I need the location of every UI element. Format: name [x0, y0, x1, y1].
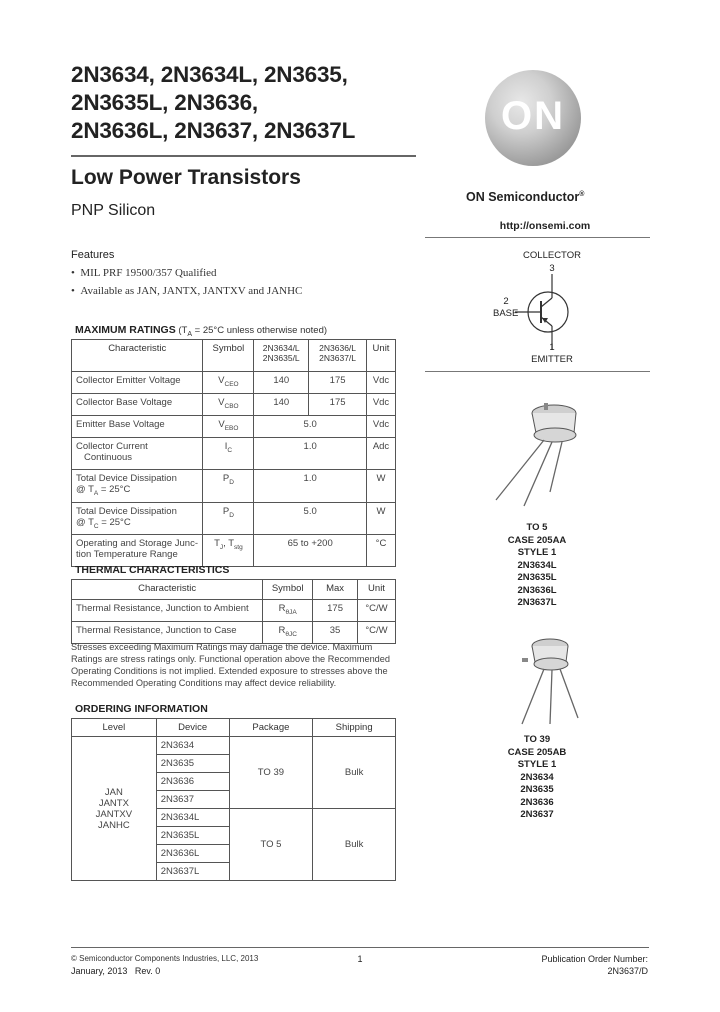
- cell-value: 175: [309, 393, 367, 415]
- website-link[interactable]: http://onsemi.com: [499, 220, 591, 232]
- col-symbol: Symbol: [203, 340, 254, 372]
- cell-value: 65 to +200: [254, 535, 367, 567]
- cell-value: 140: [254, 372, 309, 394]
- col-level: Level: [72, 719, 157, 737]
- footer-page-number: 1: [357, 954, 363, 964]
- cell-shipping: Bulk: [313, 737, 396, 809]
- cell-value: 1.0: [254, 469, 367, 502]
- cell-char: Total Device Dissipation @ $T_C = 25^\circ C$: [72, 502, 203, 535]
- collector-label: COLLECTOR: [523, 250, 581, 261]
- col-shipping: Shipping: [313, 719, 396, 737]
- part-title-line-3: 2N3636L, 2N3637, 2N3637L: [71, 118, 356, 143]
- features-item: • Available as JAN, JANTX, JANTXV and JANHC: [71, 285, 303, 297]
- cell-package: TO 5: [229, 809, 313, 881]
- table-row: [72, 469, 396, 502]
- cell-symbol: $I_C$: [203, 437, 254, 469]
- cell-value: 1.0: [254, 437, 367, 469]
- table-header-row: [72, 340, 396, 372]
- footer-date: January, 2013 Rev. 0: [71, 966, 161, 976]
- emitter-pin: 1: [549, 342, 555, 353]
- cell-device: 2N3637L: [156, 863, 229, 881]
- to5-package-image: [488, 388, 598, 508]
- on-logo-text: ON: [501, 94, 565, 138]
- table-row: [72, 737, 396, 755]
- col-max: Max: [313, 580, 358, 600]
- col-unit: Unit: [367, 340, 396, 372]
- cell-symbol: $V_{EBO}$: [203, 415, 254, 437]
- table-header-row: [72, 719, 396, 737]
- ordering-heading: ORDERING INFORMATION: [75, 703, 208, 715]
- product-title: Low Power Transistors: [71, 166, 301, 189]
- cell-device: 2N3635: [156, 755, 229, 773]
- col-2n3636: 2N3636/L 2N3637/L: [309, 340, 367, 372]
- features-list: [71, 267, 302, 303]
- col-characteristic: Characteristic: [72, 580, 263, 600]
- cell-symbol: $R_{\theta JC}$: [263, 621, 313, 643]
- cell-char: Emitter Base Voltage: [72, 415, 203, 437]
- features-heading: Features: [71, 249, 115, 261]
- base-label: BASE: [493, 308, 519, 319]
- to39-package-label: TO 39 CASE 205AB STYLE 1 2N3634 2N3635 2N3636 2N3637: [507, 734, 567, 820]
- cell-device: 2N3634L: [156, 809, 229, 827]
- cell-device: 2N3636: [156, 773, 229, 791]
- stress-note: Stresses exceeding Maximum Ratings may damage the device. Maximum Ratings are stress ratings only. Functional operation above the Recommended Operating Conditions is not implied. Extended exposure to stresses above the Recommended Operating Conditions may affect device reliability.: [71, 642, 391, 688]
- footer-copyright: © Semiconductor Components Industries, LLC, 2013: [71, 954, 259, 963]
- title-divider: [71, 155, 416, 157]
- table-row: [72, 600, 396, 622]
- emitter-label: EMITTER: [531, 354, 573, 365]
- cell-unit: Adc: [367, 437, 396, 469]
- cell-package: TO 39: [229, 737, 313, 809]
- thermal-heading: THERMAL CHARACTERISTICS: [75, 564, 230, 576]
- col-characteristic: Characteristic: [72, 340, 203, 372]
- table-header-row: [72, 580, 396, 600]
- cell-unit: °C/W: [358, 621, 396, 643]
- table-row: [72, 415, 396, 437]
- cell-device: 2N3636L: [156, 845, 229, 863]
- collector-pin: 3: [549, 263, 555, 274]
- cell-device: 2N3635L: [156, 827, 229, 845]
- cell-value: 175: [313, 600, 358, 622]
- table-row: [72, 437, 396, 469]
- cell-unit: °C/W: [358, 600, 396, 622]
- part-title-line-1: 2N3634, 2N3634L, 2N3635,: [71, 62, 348, 87]
- cell-char: Collector Base Voltage: [72, 393, 203, 415]
- cell-char: Operating and Storage Junc- tion Temperature Range: [72, 535, 203, 567]
- cell-shipping: Bulk: [313, 809, 396, 881]
- col-device: Device: [156, 719, 229, 737]
- footer-divider: [71, 947, 649, 948]
- cell-value: 175: [309, 372, 367, 394]
- col-2n3634: 2N3634/L 2N3635/L: [254, 340, 309, 372]
- cell-unit: Vdc: [367, 372, 396, 394]
- cell-unit: Vdc: [367, 393, 396, 415]
- base-pin: 2: [503, 296, 509, 307]
- cell-symbol: $T_J$, $T_{stg}$: [203, 535, 254, 567]
- cell-symbol: $V_{CBO}$: [203, 393, 254, 415]
- cell-char: Thermal Resistance, Junction to Ambient: [72, 600, 263, 622]
- max-ratings-table: [71, 339, 396, 567]
- cell-unit: Vdc: [367, 415, 396, 437]
- cell-value: 140: [254, 393, 309, 415]
- cell-symbol: $P_D$: [203, 469, 254, 502]
- footer-pub-number: 2N3637/D: [607, 966, 648, 976]
- right-divider-2: [425, 371, 650, 372]
- on-logo: [485, 70, 581, 166]
- max-ratings-heading: MAXIMUM RATINGS ($T_A = 25^\circ C$ unless otherwise noted): [75, 324, 328, 338]
- ordering-table: [71, 718, 396, 881]
- to39-package-image: [508, 628, 598, 728]
- cell-device: 2N3637: [156, 791, 229, 809]
- table-row: [72, 372, 396, 394]
- company-name: ON Semiconductor®: [466, 190, 585, 204]
- footer-pub-label: Publication Order Number:: [541, 954, 648, 964]
- to5-package-label: TO 5 CASE 205AA STYLE 1 2N3634L 2N3635L 2N3636L 2N3637L: [507, 522, 567, 608]
- cell-device: 2N3634: [156, 737, 229, 755]
- cell-char: Thermal Resistance, Junction to Case: [72, 621, 263, 643]
- right-divider-1: [425, 237, 650, 238]
- cell-symbol: $P_D$: [203, 502, 254, 535]
- table-row: [72, 502, 396, 535]
- cell-char: Total Device Dissipation @ $T_A = 25^\circ C$: [72, 469, 203, 502]
- product-subtitle: PNP Silicon: [71, 202, 156, 219]
- table-row: [72, 535, 396, 567]
- col-package: Package: [229, 719, 313, 737]
- cell-unit: W: [367, 502, 396, 535]
- cell-value: 5.0: [254, 502, 367, 535]
- cell-symbol: $R_{\theta JA}$: [263, 600, 313, 622]
- cell-char: Collector Emitter Voltage: [72, 372, 203, 394]
- col-unit: Unit: [358, 580, 396, 600]
- cell-symbol: $V_{CEO}$: [203, 372, 254, 394]
- table-row: [72, 621, 396, 643]
- cell-unit: W: [367, 469, 396, 502]
- thermal-table: [71, 579, 396, 644]
- pnp-transistor-symbol: [515, 274, 575, 350]
- col-symbol: Symbol: [263, 580, 313, 600]
- part-title-line-2: 2N3635L, 2N3636,: [71, 90, 258, 115]
- cell-value: 5.0: [254, 415, 367, 437]
- features-item: • MIL PRF 19500/357 Qualified: [71, 267, 217, 279]
- cell-value: 35: [313, 621, 358, 643]
- table-row: [72, 393, 396, 415]
- cell-levels: JAN JANTX JANTXV JANHC: [72, 737, 157, 881]
- cell-char: Collector Current Continuous: [72, 437, 203, 469]
- cell-unit: °C: [367, 535, 396, 567]
